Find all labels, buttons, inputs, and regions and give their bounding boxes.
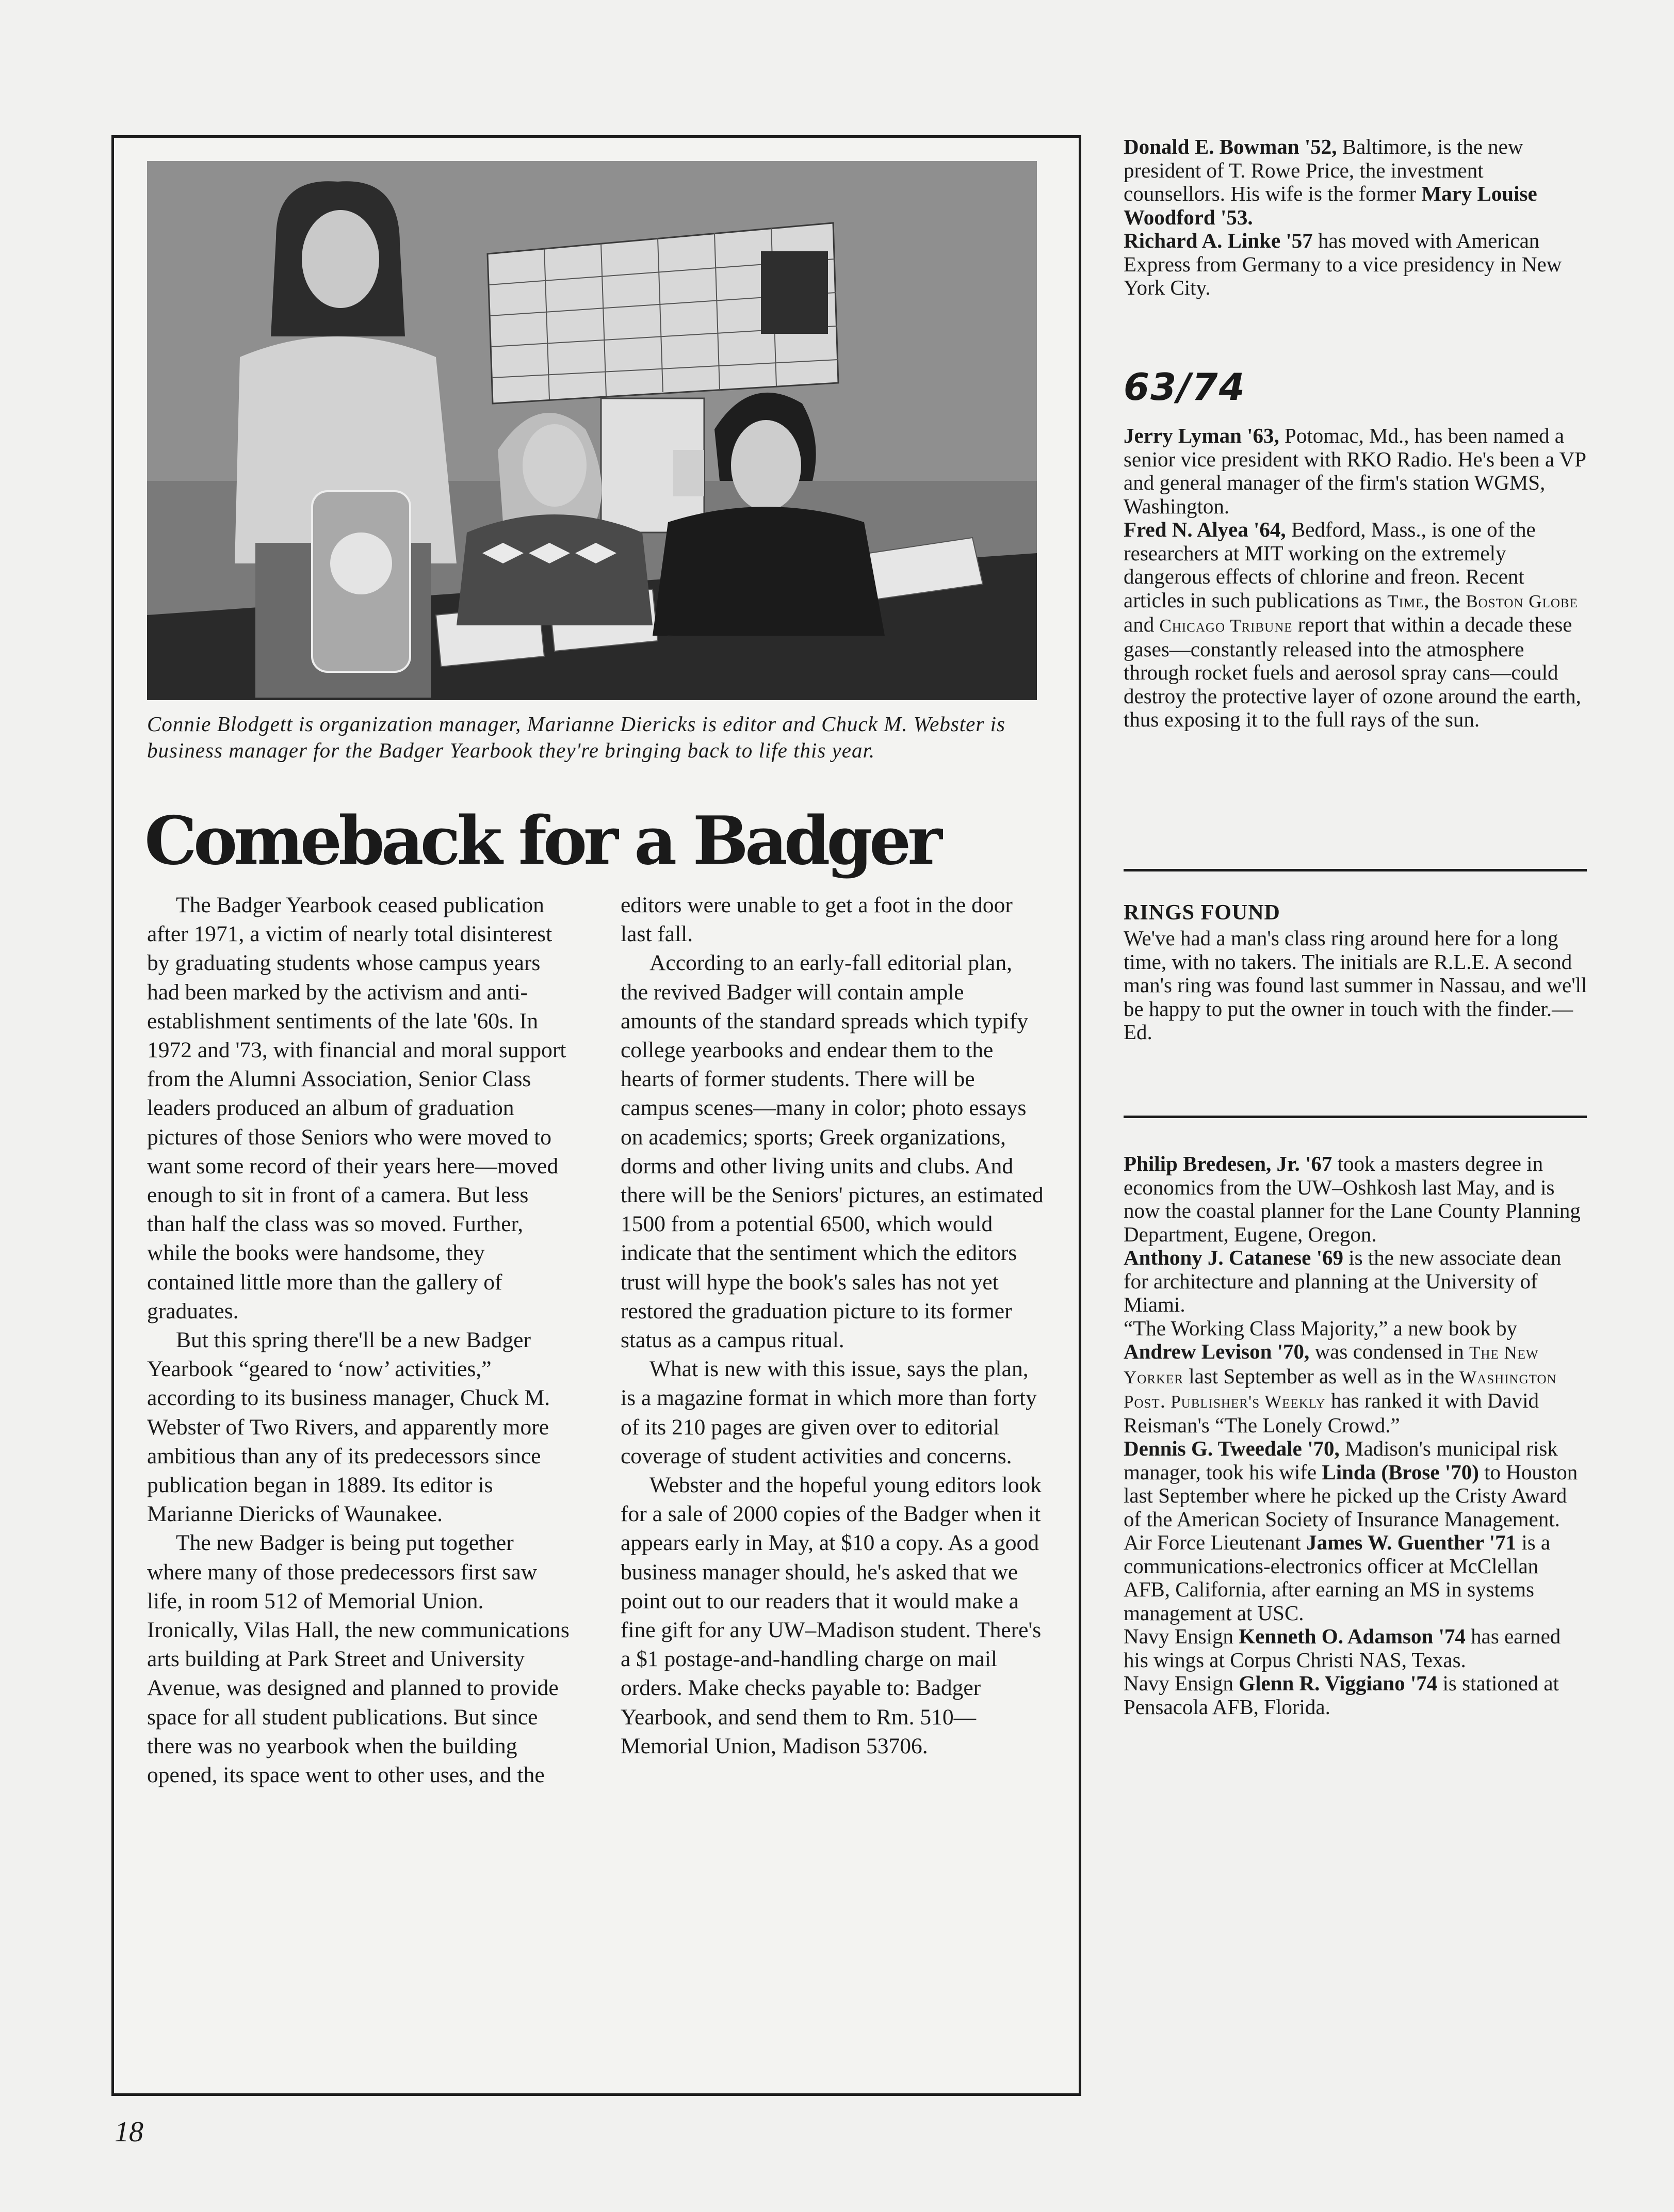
class-note (1124, 1152, 1588, 1246)
note-text: is the new associate dean for architecture and planning at the University of Miami. (1124, 1246, 1562, 1316)
publication-name: Boston Globe (1466, 591, 1578, 611)
class-note (1124, 1625, 1588, 1672)
article-paragraph: Webster and the hopeful young editors look for a sale of 2000 copies of the Badger when it appears early in May, at $10 a copy. As a good business manager should, he's asked that we point out to our readers that it would make a fine gift for any UW–Madison student. There's a $1 postage-and-handling charge on mail orders. Make checks payable to: Badger Yearbook, and send them to Rm. 510—Memorial Union, Madison 53706. (621, 1473, 1042, 1758)
note-text: last September as well as in the (1183, 1364, 1460, 1388)
article-paragraph: The Badger Yearbook ceased publication after 1971, a victim of nearly total disinterest by graduating students whose campus years had been marked by the activism and anti-establishment sentiments of the late '60s. In 1972 and '73, with financial and moral support from the Alumni Association, Senior Class leaders produced an album of graduation pictures of those Seniors who were moved to want some record of their years here—moved enough to sit in front of a camera. But less than half the class was so moved. Further, while the books were handsome, they contained little more than the gallery of graduates. (147, 893, 566, 1323)
class-notes-63-74 (1124, 424, 1588, 732)
class-notes-bottom (1124, 1152, 1588, 1719)
alumni-name: Glenn R. Viggiano '74 (1239, 1671, 1438, 1695)
section-divider (1124, 869, 1587, 871)
class-note (1124, 1246, 1588, 1317)
note-text: is stationed at Pensacola AFB, Florida. (1124, 1671, 1559, 1719)
article-paragraph: According to an early-fall editorial plan, the revived Badger will contain ample amounts of the standard spreads which typify college yearbooks and endear them to the hearts of former students. There will be campus scenes—many in color; photo essays on academics; sports; Greek organizations, dorms and other living units and clubs. And there will be the Seniors' pictures, an estimated 1500 from a potential 6500, which would indicate that the sentiment which the editors trust will hype the book's sales has not yet restored the graduation picture to its former status as a campus ritual. (621, 950, 1044, 1353)
alumni-name: Jerry Lyman '63, (1124, 424, 1279, 447)
staff-photo-image (147, 161, 1037, 700)
class-note (1124, 518, 1588, 732)
alumni-name: James W. Guenther '71 (1306, 1530, 1517, 1554)
class-notes-top (1124, 135, 1588, 300)
alumni-name: Philip Bredesen, Jr. '67 (1124, 1152, 1332, 1175)
article-column-left (147, 891, 570, 1789)
class-note (1124, 1437, 1588, 1531)
publication-name: Time (1387, 591, 1424, 611)
rings-found-notice (1124, 927, 1588, 1044)
rings-found-heading: RINGS FOUND (1124, 901, 1280, 925)
class-note (1124, 229, 1588, 300)
class-note (1124, 135, 1588, 229)
article-paragraph: What is new with this issue, says the plan, is a magazine format in which more than forty of its 210 pages are given over to editorial coverage of student activities and concerns. (621, 1357, 1037, 1468)
publication-name: The New Yorker (1124, 1343, 1539, 1387)
article-column-right (621, 891, 1044, 1761)
note-text: Air Force Lieutenant (1124, 1530, 1307, 1554)
class-note (1124, 424, 1588, 518)
class-note (1124, 1317, 1588, 1438)
note-text: report that within a decade these gases—constantly released into the atmosphere through rocket fuels and aerosol spray cans—could destroy the protective layer of ozone around the earth, thus exposing it to the full rays of the sun. (1124, 612, 1581, 731)
article-paragraph: editors were unable to get a foot in the door last fall. (621, 893, 1013, 947)
note-text: . (1160, 1388, 1171, 1412)
note-text: Baltimore, is the new president of T. Rowe Price, the investment counsellors. His wife is the former (1124, 135, 1523, 205)
alumni-name: Mary Louise Woodford '53. (1124, 182, 1537, 229)
alumni-name: Anthony J. Catanese '69 (1124, 1246, 1343, 1269)
publication-name: Publisher's Weekly (1171, 1392, 1326, 1412)
note-text: has moved with American Express from Germany to a vice presidency in New York City. (1124, 229, 1562, 299)
alumni-name: Kenneth O. Adamson '74 (1239, 1624, 1466, 1648)
page-number: 18 (115, 2116, 143, 2148)
note-text: Navy Ensign (1124, 1624, 1239, 1648)
note-text: Potomac, Md., has been named a senior vice president with RKO Radio. He's been a VP and general manager of the firm's station WGMS, Washington. (1124, 424, 1586, 518)
class-note (1124, 1531, 1588, 1625)
publication-name: Washington Post (1124, 1367, 1557, 1412)
alumni-name: Donald E. Bowman '52, (1124, 135, 1337, 158)
note-text: has earned his wings at Corpus Christi NAS, Texas. (1124, 1624, 1561, 1672)
publication-name: Chicago Tribune (1159, 616, 1293, 636)
note-text: has ranked it with David Reisman's “The Lonely Crowd.” (1124, 1388, 1539, 1437)
class-years-heading: 63/74 (1124, 365, 1246, 409)
alumni-name: Andrew Levison '70, (1124, 1339, 1310, 1363)
note-text: “The Working Class Majority,” a new book by (1124, 1316, 1518, 1340)
alumni-name: Richard A. Linke '57 (1124, 229, 1313, 252)
section-divider (1124, 1116, 1587, 1118)
note-text: took a masters degree in economics from the UW–Oshkosh last May, and is now the coastal planner for the Lane County Planning Department, Eugene, Oregon. (1124, 1152, 1581, 1246)
staff-photo (147, 161, 1037, 700)
alumni-name: Dennis G. Tweedale '70, (1124, 1436, 1340, 1460)
photo-caption: Connie Blodgett is organization manager, Marianne Diericks is editor and Chuck M. Webster is business manager for the Badger Yearbook they're bringing back to life this year. (147, 712, 1005, 762)
rings-found-text: We've had a man's class ring around here for a long time, with no takers. The initials are R.L.E. A second man's ring was found last summer in Nassau, and we'll be happy to put the owner in touch with the finder.—Ed. (1124, 926, 1587, 1044)
article-paragraph: But this spring there'll be a new Badger Yearbook “geared to ‘now’ activities,” according to its business manager, Chuck M. Webster of Two Rivers, and apparently more ambitious than any of its predecessors since publication began in 1889. Its editor is Marianne Diericks of Waunakee. (147, 1328, 550, 1527)
class-note (1124, 1672, 1588, 1719)
article-headline: Comeback for a Badger (144, 802, 939, 880)
note-text: Navy Ensign (1124, 1671, 1239, 1695)
note-text: to Houston last September where he picked up the Cristy Award of the American Society of Insurance Management. (1124, 1460, 1578, 1531)
note-text: Bedford, Mass., is one of the researchers at MIT working on the extremely dangerous effects of chlorine and freon. Recent articles in such publications as (1124, 518, 1536, 612)
alumni-name: Linda (Brose '70) (1322, 1460, 1479, 1484)
note-text: , the (1424, 588, 1466, 612)
alumni-name: Fred N. Alyea '64, (1124, 518, 1286, 541)
note-text: was condensed in (1309, 1339, 1470, 1363)
article-paragraph: The new Badger is being put together where many of those predecessors first saw life, in room 512 of Memorial Union. Ironically, Vilas Hall, the new communications arts building at Park Street and University Avenue, was designed and planned to provide space for all student publications. But since there was no yearbook when the building opened, its space went to other uses, and the (147, 1530, 570, 1788)
note-text: and (1124, 612, 1160, 636)
note-text: Madison's municipal risk manager, took his wife (1124, 1436, 1558, 1484)
note-text: is a communications-electronics officer at McClellan AFB, California, after earning an MS in systems management at USC. (1124, 1530, 1551, 1625)
